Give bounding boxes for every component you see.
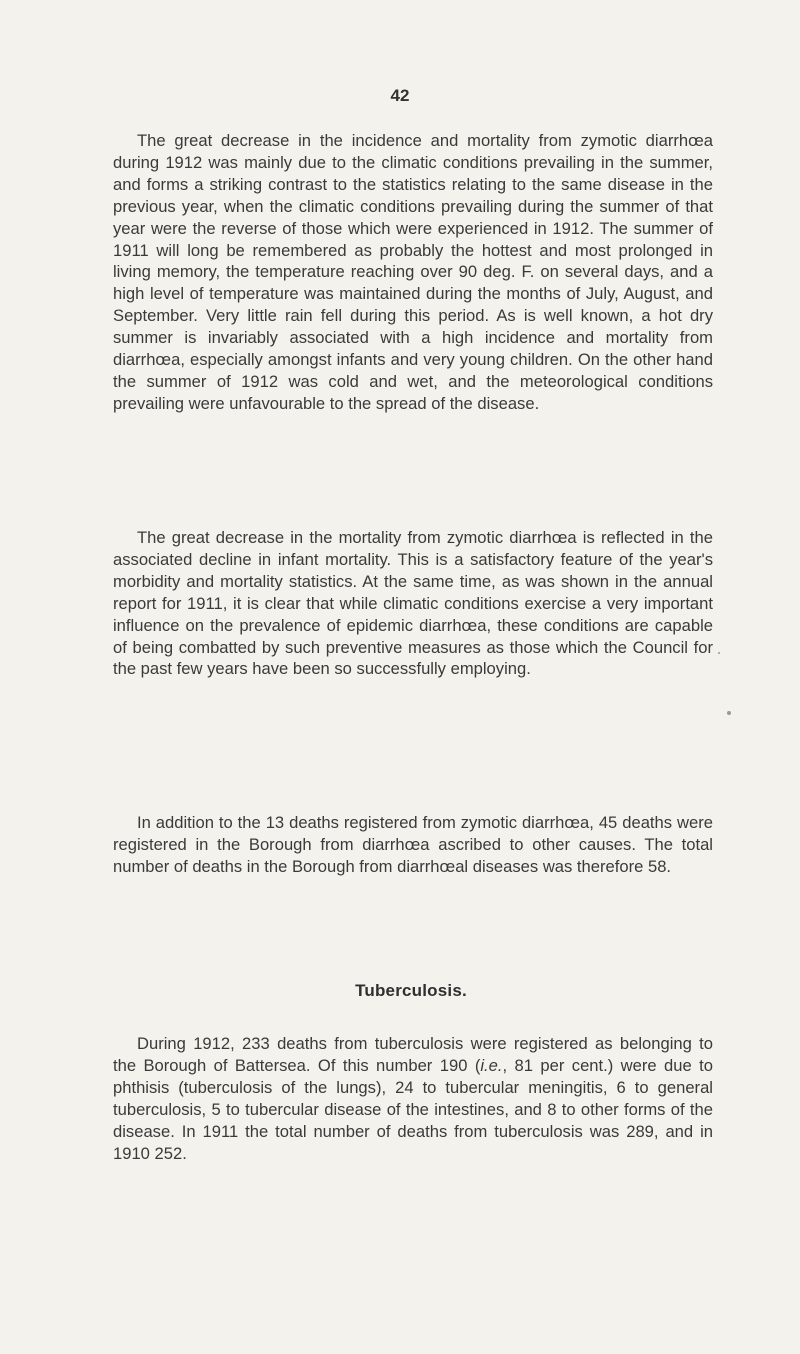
- section-heading-tuberculosis: Tuberculosis.: [355, 981, 467, 1000]
- paper-speck: [727, 711, 731, 715]
- paragraph-infant-mortality: The great decrease in the mortality from zymotic diarrhœa is reflected in the associated decline in infant mortality. This is a satisfactory feature of the year's morbidity and mortality statistics. At the same time, as was shown in the annual report for 1911, it is clear that while climatic conditions exercise a very important influence on the prevalence of epidemic diarrhœa, these conditions are capable of being combatted by such preventive measures as those which the Council for the past few years have been so successfully employing.: [113, 528, 713, 679]
- paragraph-diarrhoeal-deaths: In addition to the 13 deaths registered from zymotic diarrhœa, 45 deaths were registered in the Borough from diarrhœa ascribed to other causes. The total number of deaths in the Borough from diarrhœal diseases was therefore 58.: [113, 813, 713, 876]
- paper-speck: [718, 652, 720, 654]
- tuberculosis-text-part-2: , 81 per cent.) were due to phthisis (tuberculosis of the lungs), 24 to tubercular meningitis, 6 to general tuberculosis, 5 to tubercular disease of the intestines, and 8 to other forms of the disease. In 1911 the total number of deaths from tuberculosis was 289, and in 1910 252.: [113, 1055, 713, 1163]
- page-number: 42: [390, 86, 410, 105]
- tuberculosis-text-part-1: During 1912, 233 deaths from tuberculosis were registered as belonging to the Borough of Battersea. Of this number 190 (: [113, 1034, 713, 1075]
- paragraph-climatic-conditions: The great decrease in the incidence and mortality from zymotic diarrhœa during 1912 was mainly due to the climatic conditions prevailing in the summer, and forms a striking contrast to the statistics relating to the same disease in the previous year, when the climatic conditions prevailing during the summer of that year were the reverse of those which were experienced in 1912. The summer of 1911 will long be remembered as probably the hottest and most prolonged in living memory, the temperature reaching over 90 deg. F. on several days, and a high level of temperature was maintained during the months of July, August, and September. Very little rain fell during this period. As is well known, a hot dry summer is invariably associated with a high incidence and mortality from diarrhœa, especially amongst infants and very young children. On the other hand the summer of 1912 was cold and wet, and the meteorological conditions prevailing were unfavourable to the spread of the disease.: [113, 131, 713, 413]
- paragraph-tuberculosis: [113, 1033, 713, 1164]
- tuberculosis-ie-abbreviation: i.e.: [480, 1055, 503, 1075]
